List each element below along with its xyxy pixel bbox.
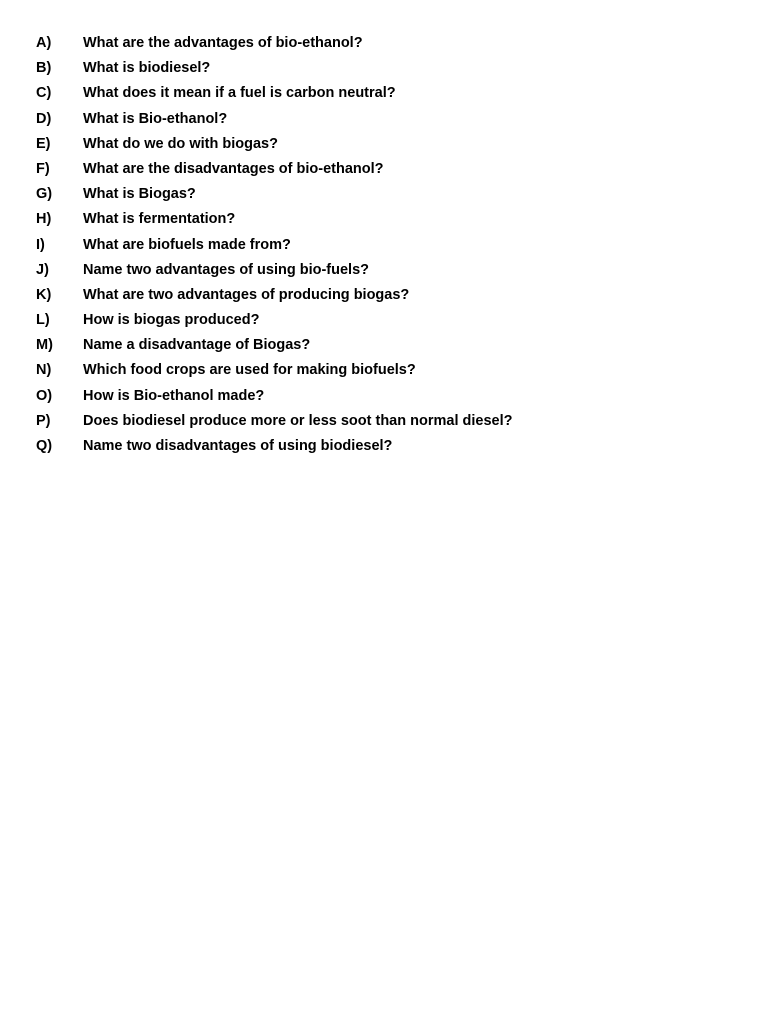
question-item [36,411,512,436]
question-text: What do we do with biogas? [83,135,278,152]
question-letter: G) [36,186,53,203]
question-text: Name two advantages of using bio-fuels? [83,261,370,278]
question-text: Name two disadvantages of using biodiesel? [83,438,393,454]
question-letter: P) [36,412,51,429]
question-text: What does it mean if a fuel is carbon neutral? [83,85,396,102]
question-letter: N) [36,362,52,379]
question-item [36,184,512,209]
question-text: What are biofuels made from? [83,236,291,253]
question-letter: J) [36,261,49,278]
question-item [36,260,512,285]
question-text: What is fermentation? [83,211,236,228]
question-item [36,310,512,335]
question-letter: I) [36,236,45,253]
question-letter: D) [36,110,52,127]
question-item [36,386,512,411]
question-item [36,235,512,260]
question-item [36,360,512,385]
question-letter: O) [36,387,53,404]
question-text: What are two advantages of producing biogas? [83,286,410,303]
question-letter: M) [36,337,53,354]
question-text: Which food crops are used for making biofuels? [83,362,416,379]
question-text: Does biodiesel produce more or less soot than normal diesel? [83,412,513,429]
question-item [36,58,512,83]
question-text: How is biogas produced? [83,312,260,329]
question-item [36,436,512,461]
question-letter: B) [36,60,52,77]
question-text: What is Bio-ethanol? [83,110,228,127]
question-letter: K) [36,286,52,303]
question-item [36,209,512,234]
question-item [36,109,512,134]
question-letter: L) [36,312,50,329]
question-letter: H) [36,211,52,228]
question-text: What are the disadvantages of bio-ethanol? [83,160,384,177]
question-item [36,83,512,108]
question-letter: C) [36,85,52,102]
question-item [36,134,512,159]
question-letter: F) [36,160,50,177]
question-list [36,33,512,461]
question-text: Name a disadvantage of Biogas? [83,337,311,354]
question-text: How is Bio-ethanol made? [83,387,265,404]
question-letter: A) [36,35,52,51]
question-text: What is Biogas? [83,186,196,203]
question-item [36,33,512,58]
question-item [36,335,512,360]
question-letter: Q) [36,438,53,454]
question-item [36,159,512,184]
question-text: What are the advantages of bio-ethanol? [83,35,363,51]
question-item [36,285,512,310]
question-text: What is biodiesel? [83,60,211,77]
question-letter: E) [36,135,51,152]
